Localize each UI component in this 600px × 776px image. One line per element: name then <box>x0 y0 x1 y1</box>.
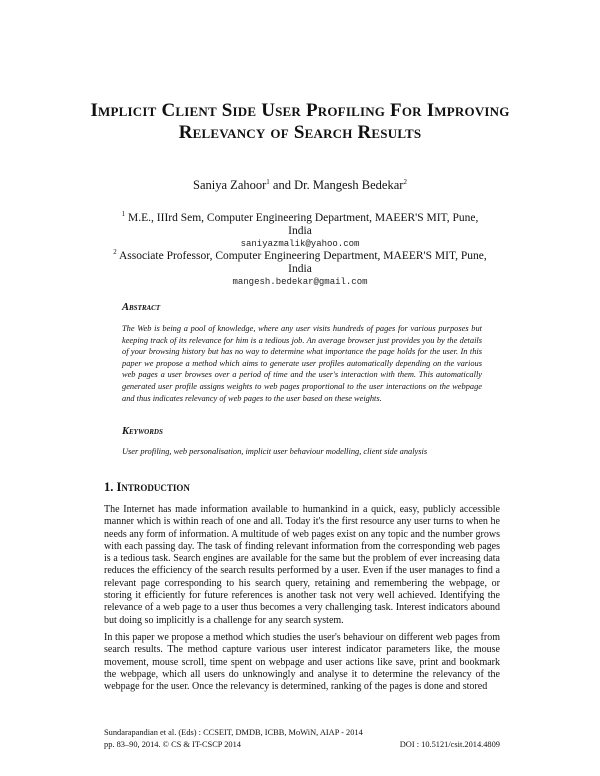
abstract-heading: Abstract <box>122 302 161 313</box>
footer-citation: Sundarapandian et al. (Eds) : CCSEIT, DMDB, ICBB, MoWiN, AIAP - 2014 <box>104 728 363 737</box>
footer-doi: DOI : 10.5121/csit.2014.4809 <box>399 740 500 749</box>
intro-paragraph-1: The Internet has made information available to humankind in a quick, easy, publicly accessible manner which is within reach of one and all. Today it's the first resource any user turns to when he needs any form of information. A multitude of web pages exist on any topic and the number grows with each passing day. The task of finding relevant information from the corresponding web pages is a tedious task. Search engines are available for the same but the problem of ever increasing data reduces the efficiency of the search results performed by a user. Even if the user manages to find a relevant page corresponding to his search query, retaining and remembering the webpage, or storing it efficiently for future references is another task not very well achieved. Identifying the relevance of a web page to a user thus becomes a very challenging task. Interest indicators abound but doing so implicitly is a challenge for any search system. <box>104 504 500 626</box>
abstract-text: The Web is being a pool of knowledge, where any user visits hundreds of pages for various purposes but keeping track of its relevance for him is a tedious job. An average browser just provides you by the details of your browsing history but has no way to determine what importance the page holds for the user. In this paper we propose a method which aims to generate user profiles automatically depending on the various web pages a user browses over a period of time and the user's interaction with them. This automatically generated user profile assigns weights to web pages proportional to the user interactions on the webpage and thus indicates relevancy of web pages to the user based on these weights. <box>122 324 482 403</box>
author-name-1: Saniya Zahoor <box>193 178 267 193</box>
email-1[interactable]: saniyazmalik@yahoo.com <box>240 238 360 249</box>
section-heading-introduction: 1. Introduction <box>104 480 190 494</box>
author-name-2: Dr. Mangesh Bedekar <box>294 178 404 193</box>
footer-pages-text: pp. 83–90, 2014. © CS & IT-CSCP 2014 <box>104 740 241 749</box>
affiliation-1 <box>110 208 490 250</box>
affiliation-2-text: Associate Professor, Computer Engineering Department, MAEER'S MIT, Pune, India <box>119 249 487 275</box>
keywords-text: User profiling, web personalisation, implicit user behaviour modelling, client side analysis <box>122 447 428 456</box>
author-connector: and <box>269 178 295 193</box>
keywords-heading: Keywords <box>122 426 163 437</box>
affiliation-2-sup: 2 <box>113 248 117 256</box>
affiliation-2 <box>110 246 490 288</box>
intro-paragraph-2: In this paper we propose a method which studies the user's behaviour on different web pages from search results. The method capture various user interest indicator parameters like, the mouse movement, mouse scroll, time spent on webpage and user actions like save, print and bookmark the webpage, which all users do unknowingly and analyse it to determine the relevancy of the webpage for the user. Once the relevancy is determined, ranking of the pages is done and stored <box>104 632 500 693</box>
author-sup-2: 2 <box>403 178 407 186</box>
email-2[interactable]: mangesh.bedekar@gmail.com <box>232 276 368 287</box>
affiliation-1-text: M.E., IIIrd Sem, Computer Engineering Department, MAEER'S MIT, Pune, India <box>128 211 479 237</box>
author-line <box>60 178 540 193</box>
footer-pages <box>104 739 500 750</box>
affiliation-1-sup: 1 <box>121 210 126 218</box>
author-sup-1: 1 <box>266 178 270 186</box>
paper-title: Implicit Client Side User Profiling For Improving Relevancy of Search Results <box>90 100 510 143</box>
